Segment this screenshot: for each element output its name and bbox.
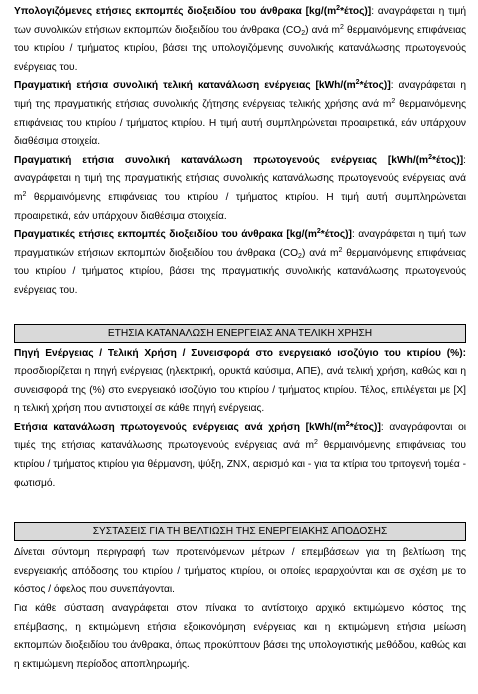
title-unit-end: *έτος)]: [340, 6, 372, 17]
paragraph-title: Πηγή Ενέργειας / Τελική Χρήση / Συνεισφορά στο ενεργειακό ισοζύγιο του κτιρίου (%):: [14, 347, 466, 359]
paragraph-actual-primary-energy: [14, 152, 466, 226]
document-page: [14, 3, 466, 674]
subscript: 2: [298, 252, 302, 260]
title-unit-end: *έτος)]: [432, 154, 464, 166]
body-text: αναγράφεται η τιμή της πραγματικής ετήσιας συνολικής κατανάλωσης πρωτογενούς ενέργειας ανά m: [14, 173, 466, 203]
colon: :: [380, 421, 384, 433]
colon: :: [390, 80, 394, 92]
title-text: Πραγματική ετήσια συνολική κατανάλωση πρωτογενούς ενέργειας [kWh/(m: [14, 154, 429, 166]
body-text: θερμαινόμενης επιφάνειας του κτιρίου / τμήματος κτιρίου για θέρμανση, ψύξη, ΖΝΧ, αερισμό και - για τα κτίρια του τριτογενή τομέα - φωτισμό.: [14, 440, 466, 489]
title-text: Πραγματική ετήσια συνολική τελική κατανάλωση ενέργειας [kWh/(m: [14, 80, 356, 92]
superscript: 2: [316, 228, 321, 236]
subscript: 2: [301, 29, 306, 37]
title-text: Υπολογιζόμενες ετήσιες εκπομπές διοξειδίου του άνθρακα [kg/(m: [14, 6, 337, 17]
superscript: 2: [336, 5, 341, 12]
body-text: θερμαινόμενης επιφάνειας του κτιρίου / τμήματος κτιρίου. Η τιμή αυτή συμπληρώνεται προαιρετικά, εάν υπάρχουν διαθέσιμα στοιχεία.: [14, 98, 466, 148]
title-unit-end: *έτος)]: [320, 229, 352, 241]
paragraph-title: [14, 422, 381, 433]
paragraph-title: [14, 229, 352, 240]
superscript: 2: [314, 439, 318, 447]
paragraph-title: [14, 80, 391, 91]
body-text: ) ανά m: [305, 24, 341, 36]
superscript: 2: [22, 190, 27, 198]
colon: :: [351, 229, 355, 241]
paragraph-actual-co2: [14, 226, 466, 300]
paragraph-title: [14, 6, 371, 17]
superscript: 2: [355, 79, 360, 87]
superscript: 2: [338, 246, 343, 254]
paragraph-primary-energy-by-use: [14, 419, 466, 493]
superscript: 2: [391, 97, 396, 105]
title-unit-end: *έτος)]: [349, 421, 381, 433]
superscript: 2: [345, 420, 350, 428]
section-heading-energy-by-use: ΕΤΗΣΙΑ ΚΑΤΑΝΑΛΩΣΗ ΕΝΕΡΓΕΙΑΣ ΑΝΑ ΤΕΛΙΚΗ ΧΡΗΣΗ: [14, 324, 466, 343]
body-text: αναγράφεται η τιμή της πραγματικής ετήσιας συνολικής ζήτησης ενέργειας τελικής χρήσης ανά m: [14, 80, 466, 110]
superscript: 2: [340, 23, 344, 31]
superscript: 2: [428, 153, 433, 161]
body-text: αναγράφονται οι τιμές της ετήσιας κατανάλωσης πρωτογενούς ενέργειας ανά m: [14, 421, 466, 452]
body-text: θερμαινόμενης επιφάνειας του κτιρίου / τμήματος κτιρίου, βάσει της πραγματικής συνολικής κατανάλωσης πρωτογενούς ενέργειας του.: [14, 247, 466, 296]
paragraph-title: [14, 155, 463, 166]
body-text: θερμαινόμενης επιφάνειας του κτιρίου / τμήματος κτιρίου. Η τιμή αυτή συμπληρώνεται προαιρετικά, εάν υπάρχουν διαθέσιμα στοιχεία.: [14, 191, 466, 222]
body-text: θερμαινόμενης επιφάνειας του κτιρίου / τμήματος κτιρίου, βάσει της υπολογιζόμενης συνολικής κατανάλωσης πρωτογενούς ενέργειας του.: [14, 24, 467, 73]
paragraph-calculated-co2: [14, 3, 466, 77]
section-heading-recommendations: ΣΥΣΤΑΣΕΙΣ ΓΙΑ ΤΗ ΒΕΛΤΙΩΣΗ ΤΗΣ ΕΝΕΡΓΕΙΑΚΗΣ ΑΠΟΔΟΣΗΣ: [14, 522, 466, 541]
title-text: Ετήσια κατανάλωση πρωτογενούς ενέργειας ανά χρήση [kWh/(m: [14, 421, 346, 433]
title-text: Πραγματικές ετήσιες εκπομπές διοξειδίου του άνθρακα [kg/(m: [14, 229, 317, 241]
body-text: αναγράφεται η τιμή των πραγματικών ετήσιων εκπομπών διοξειδίου του άνθρακα (CO: [14, 229, 466, 259]
title-unit-end: *έτος)]: [359, 80, 391, 92]
paragraph-recommendations-table: Για κάθε σύσταση αναγράφεται στον πίνακα το αντίστοιχο αρχικό εκτιμώμενο κόστος της επέμβασης, η εκτιμώμενη ετήσια εξοικονόμηση ενέργειας και η εκτιμώμενη ετήσια μείωση εκπομπών διοξειδίου του άνθρακα, όπως προκύπτουν βάσει της υπολογιστικής μεθόδου, καθώς και η εκτιμώμενη περίοδος αποπληρωμής.: [14, 603, 466, 670]
paragraph-actual-final-energy: [14, 77, 466, 151]
body-text: αναγράφεται η τιμή των συνολικών ετήσιων εκπομπών διοξειδίου του άνθρακα (CO: [14, 6, 466, 36]
colon: :: [371, 6, 375, 17]
body-text: προσδιορίζεται η πηγή ενέργειας (ηλεκτρική, ορυκτά καύσιμα, ΑΠΕ), ανά τελική χρήση, καθώς και η συνεισφορά της (%) στο ενεργειακό ισοζύγιο του κτιρίου / τμήματος κτιρίου. Τέλος, επιλέγεται με [Χ] η τελική χρήση που αντιστοιχεί σε κάθε πηγή ενέργειας.: [14, 366, 466, 415]
colon: :: [463, 154, 466, 166]
body-text: ) ανά m: [301, 247, 339, 259]
paragraph-energy-source: [14, 345, 466, 419]
paragraph-recommendations-intro: Δίνεται σύντομη περιγραφή των προτεινόμενων μέτρων / επεμβάσεων για τη βελτίωση της ενεργειακής απόδοσης του κτιρίου / τμήματος κτιρίου, οι οποίες ιεραρχούνται και σε σχέση με το κόστος / όφελος που συνεπάγονται.: [14, 547, 466, 596]
